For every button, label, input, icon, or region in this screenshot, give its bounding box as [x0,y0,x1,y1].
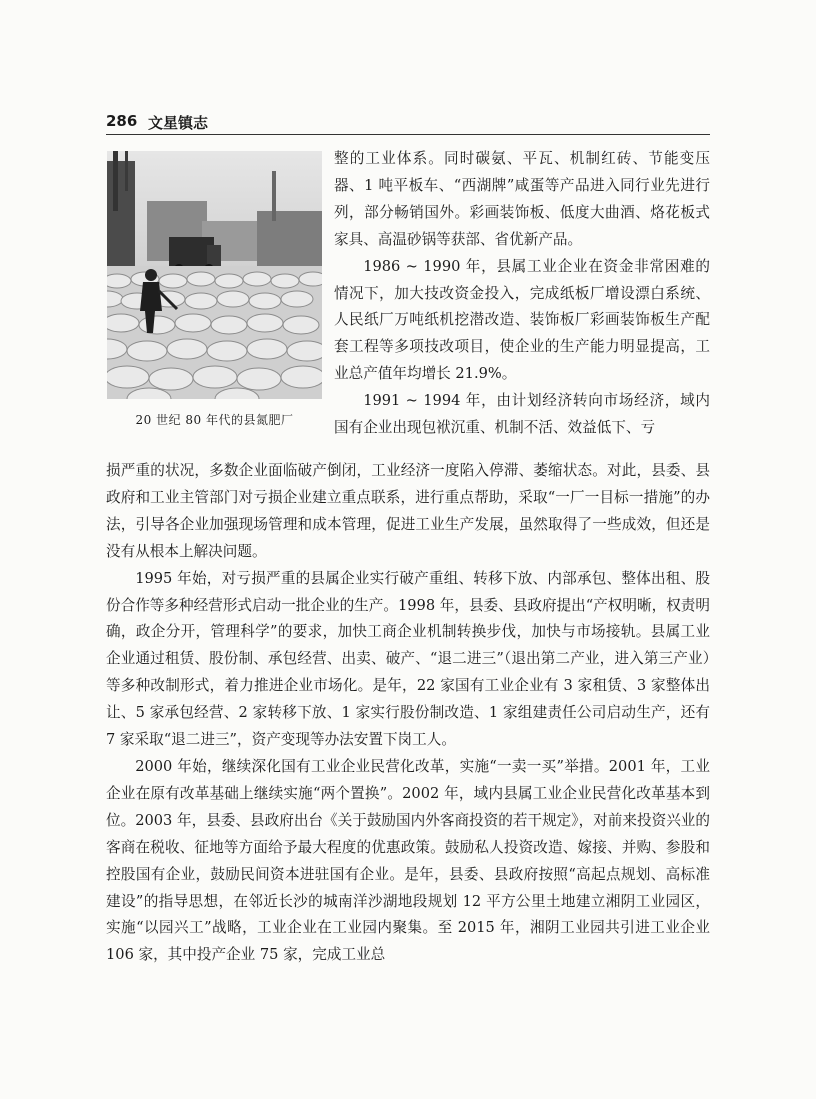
paragraph: 整的工业体系。同时碳氨、平瓦、机制红砖、节能变压器、1 吨平板车、“西湖牌”咸蛋等产品进入同行业先进行列，部分畅销国外。彩画装饰板、低度大曲酒、烙花板式家具、高温砂锅等获部、省优新产品。 [334,150,710,248]
paragraph: 损严重的状况，多数企业面临破产倒闭，工业经济一度陷入停滞、萎缩状态。对此，县委、县政府和工业主管部门对亏损企业建立重点联系，进行重点帮助，采取“一厂一目标一措施”的办法，引导各企业加强现场管理和成本管理，促进工业生产发展，虽然取得了一些成效，但还是没有从根本上解决问题。 [106,462,710,560]
wrapped-text-column [334,146,710,442]
book-title: 文星镇志 [148,114,209,132]
running-header [106,112,710,135]
paragraph: 1986 ~ 1990 年，县属工业企业在资金非常困难的情况下，加大技改资金投入，完成纸板厂增设漂白系统、人民纸厂万吨纸机挖潜改造、装饰板厂彩画装饰板生产配套工程等多项技改项目，使企业的生产能力明显提高，工业总产值年均增长 21.9%。 [334,257,710,383]
figure-caption: 20 世纪 80 年代的县氮肥厂 [135,413,294,427]
paragraph: 2000 年始，继续深化国有工业企业民营化改革，实施“一卖一买”举措。2001 年，工业企业在原有改革基础上继续实施“两个置换”。2002 年，域内县属工业企业民营化改革基本到位。2003 年，县委、县政府出台《关于鼓励国内外客商投资的若干规定》，对前来投资兴业的客商在税收、征地等方面给予最大程度的优惠政策。鼓励私人投资改造、嫁接、并购、参股和控股国有企业，鼓励民间资本进驻国有企业。是年，县委、县政府按照“高起点规划、高标准建设”的指导思想，在邻近长沙的城南洋沙湖地段规划 12 平方公里土地建立湘阴工业园区，实施“以园兴工”战略，工业企业在工业园内聚集。至 2015 年，湘阴工业园共引进工业企业 106 家，其中投产企业 75 家，完成工业总 [106,757,710,964]
page-number: 286 [106,112,138,130]
paragraph: 1991 ~ 1994 年，由计划经济转向市场经济，域内国有企业出现包袱沉重、机制不活、效益低下、亏 [334,392,710,437]
paragraph: 1995 年始，对亏损严重的县属企业实行破产重组、转移下放、内部承包、整体出租、股份合作等多种经营形式启动一批企业的生产。1998 年，县委、县政府提出“产权明晰，权责明确，政企分开，管理科学”的要求，加快工商企业机制转换步伐，加快与市场接轨。县属工业企业通过租赁、股份制、承包经营、出卖、破产、“退二进三”（退出第二产业，进入第三产业）等多种改制形式，着力推进企业市场化。是年，22 家国有工业企业有 3 家租赁、3 家整体出让、5 家承包经营、2 家转移下放、1 家实行股份制改造、1 家组建责任公司启动生产，还有 7 家采取“退二进三”，资产变现等办法安置下岗工人。 [106,569,710,749]
factory-photo [107,151,322,399]
full-width-text [106,458,710,969]
